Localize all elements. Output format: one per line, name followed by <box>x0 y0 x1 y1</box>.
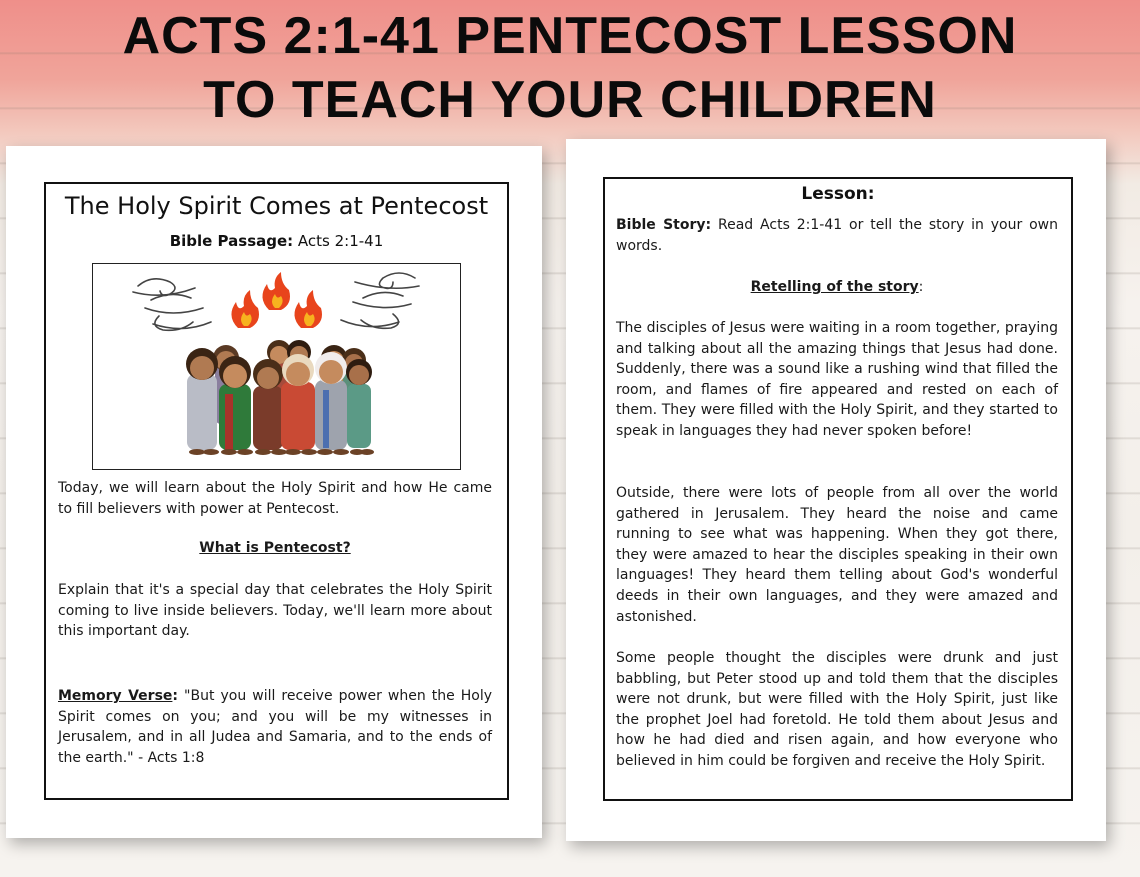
retelling-heading-row <box>616 277 1058 298</box>
lesson-heading: Lesson: <box>801 184 875 204</box>
bible-passage <box>46 232 507 250</box>
bible-story-label: Bible Story: <box>616 217 712 233</box>
right-page-frame <box>603 177 1073 801</box>
bible-story-text: Read Acts 2:1-41 or tell the story in your own words. <box>616 217 1059 254</box>
header-line-2: TO TEACH YOUR CHILDREN <box>203 71 937 129</box>
retelling-colon: : <box>918 279 924 295</box>
pentecost-illustration-svg <box>93 264 459 468</box>
story-paragraph-3: Some people thought the disciples were drunk and just babbling, but Peter stood up and told them that the disciples were not drunk, but were filled with the Holy Spirit, just like the prophet Joel had foretold. He told them about Jesus and how he had died and risen again, and how everyone who believed in him could be forgiven and receive the Holy Spirit. <box>616 650 1058 769</box>
passage-label: Bible Passage: <box>169 232 294 250</box>
explain-paragraph: Explain that it's a special day that celebrates the Holy Spirit coming to live inside believers. Today, we'll learn more about this important day. <box>58 582 492 640</box>
retelling-heading: Retelling of the story <box>750 279 919 295</box>
header-line-1: ACTS 2:1-41 PENTECOST LESSON <box>122 7 1018 65</box>
section-heading-what-is-pentecost: What is Pentecost? <box>199 540 351 556</box>
left-page-frame <box>44 182 509 800</box>
intro-paragraph: Today, we will learn about the Holy Spirit and how He came to fill believers with power at Pentecost. <box>58 480 492 517</box>
bible-story-instruction <box>616 215 1058 256</box>
page-header-title <box>0 4 1140 132</box>
memory-verse-colon: : <box>172 688 179 704</box>
disciples-group-icon <box>186 340 374 455</box>
story-paragraph-1: The disciples of Jesus were waiting in a room together, praying and talking about all the amazing things that Jesus had done. Suddenly, there was a sound like a rushing wind that filled the room, and flames of fire appeared and rested on each of them. They were filled with the Holy Spirit, and they started to speak in languages they had never spoken before! <box>616 320 1058 439</box>
right-worksheet-page <box>566 139 1106 841</box>
memory-verse <box>58 686 492 768</box>
story-paragraph-2: Outside, there were lots of people from all over the world gathered in Jerusalem. They heard the noise and came running to see what was happening. When they got there, they were amazed to hear the disciples speaking in their own languages! They heard them telling about God's wonderful deeds in their own languages, and they were amazed and astonished. <box>616 485 1058 625</box>
memory-verse-label: Memory Verse <box>58 688 173 704</box>
memory-verse-text: "But you will receive power when the Holy Spirit comes on you; and you will be my witnesses in Jerusalem, and in all Judea and Samaria, and to the ends of the earth." - Acts 1:8 <box>58 688 492 766</box>
pentecost-illustration <box>92 263 461 470</box>
left-worksheet-page <box>6 146 542 838</box>
lesson-title: The Holy Spirit Comes at Pentecost <box>64 192 489 220</box>
flame-icon <box>231 272 322 328</box>
passage-value: Acts 2:1-41 <box>293 232 384 250</box>
